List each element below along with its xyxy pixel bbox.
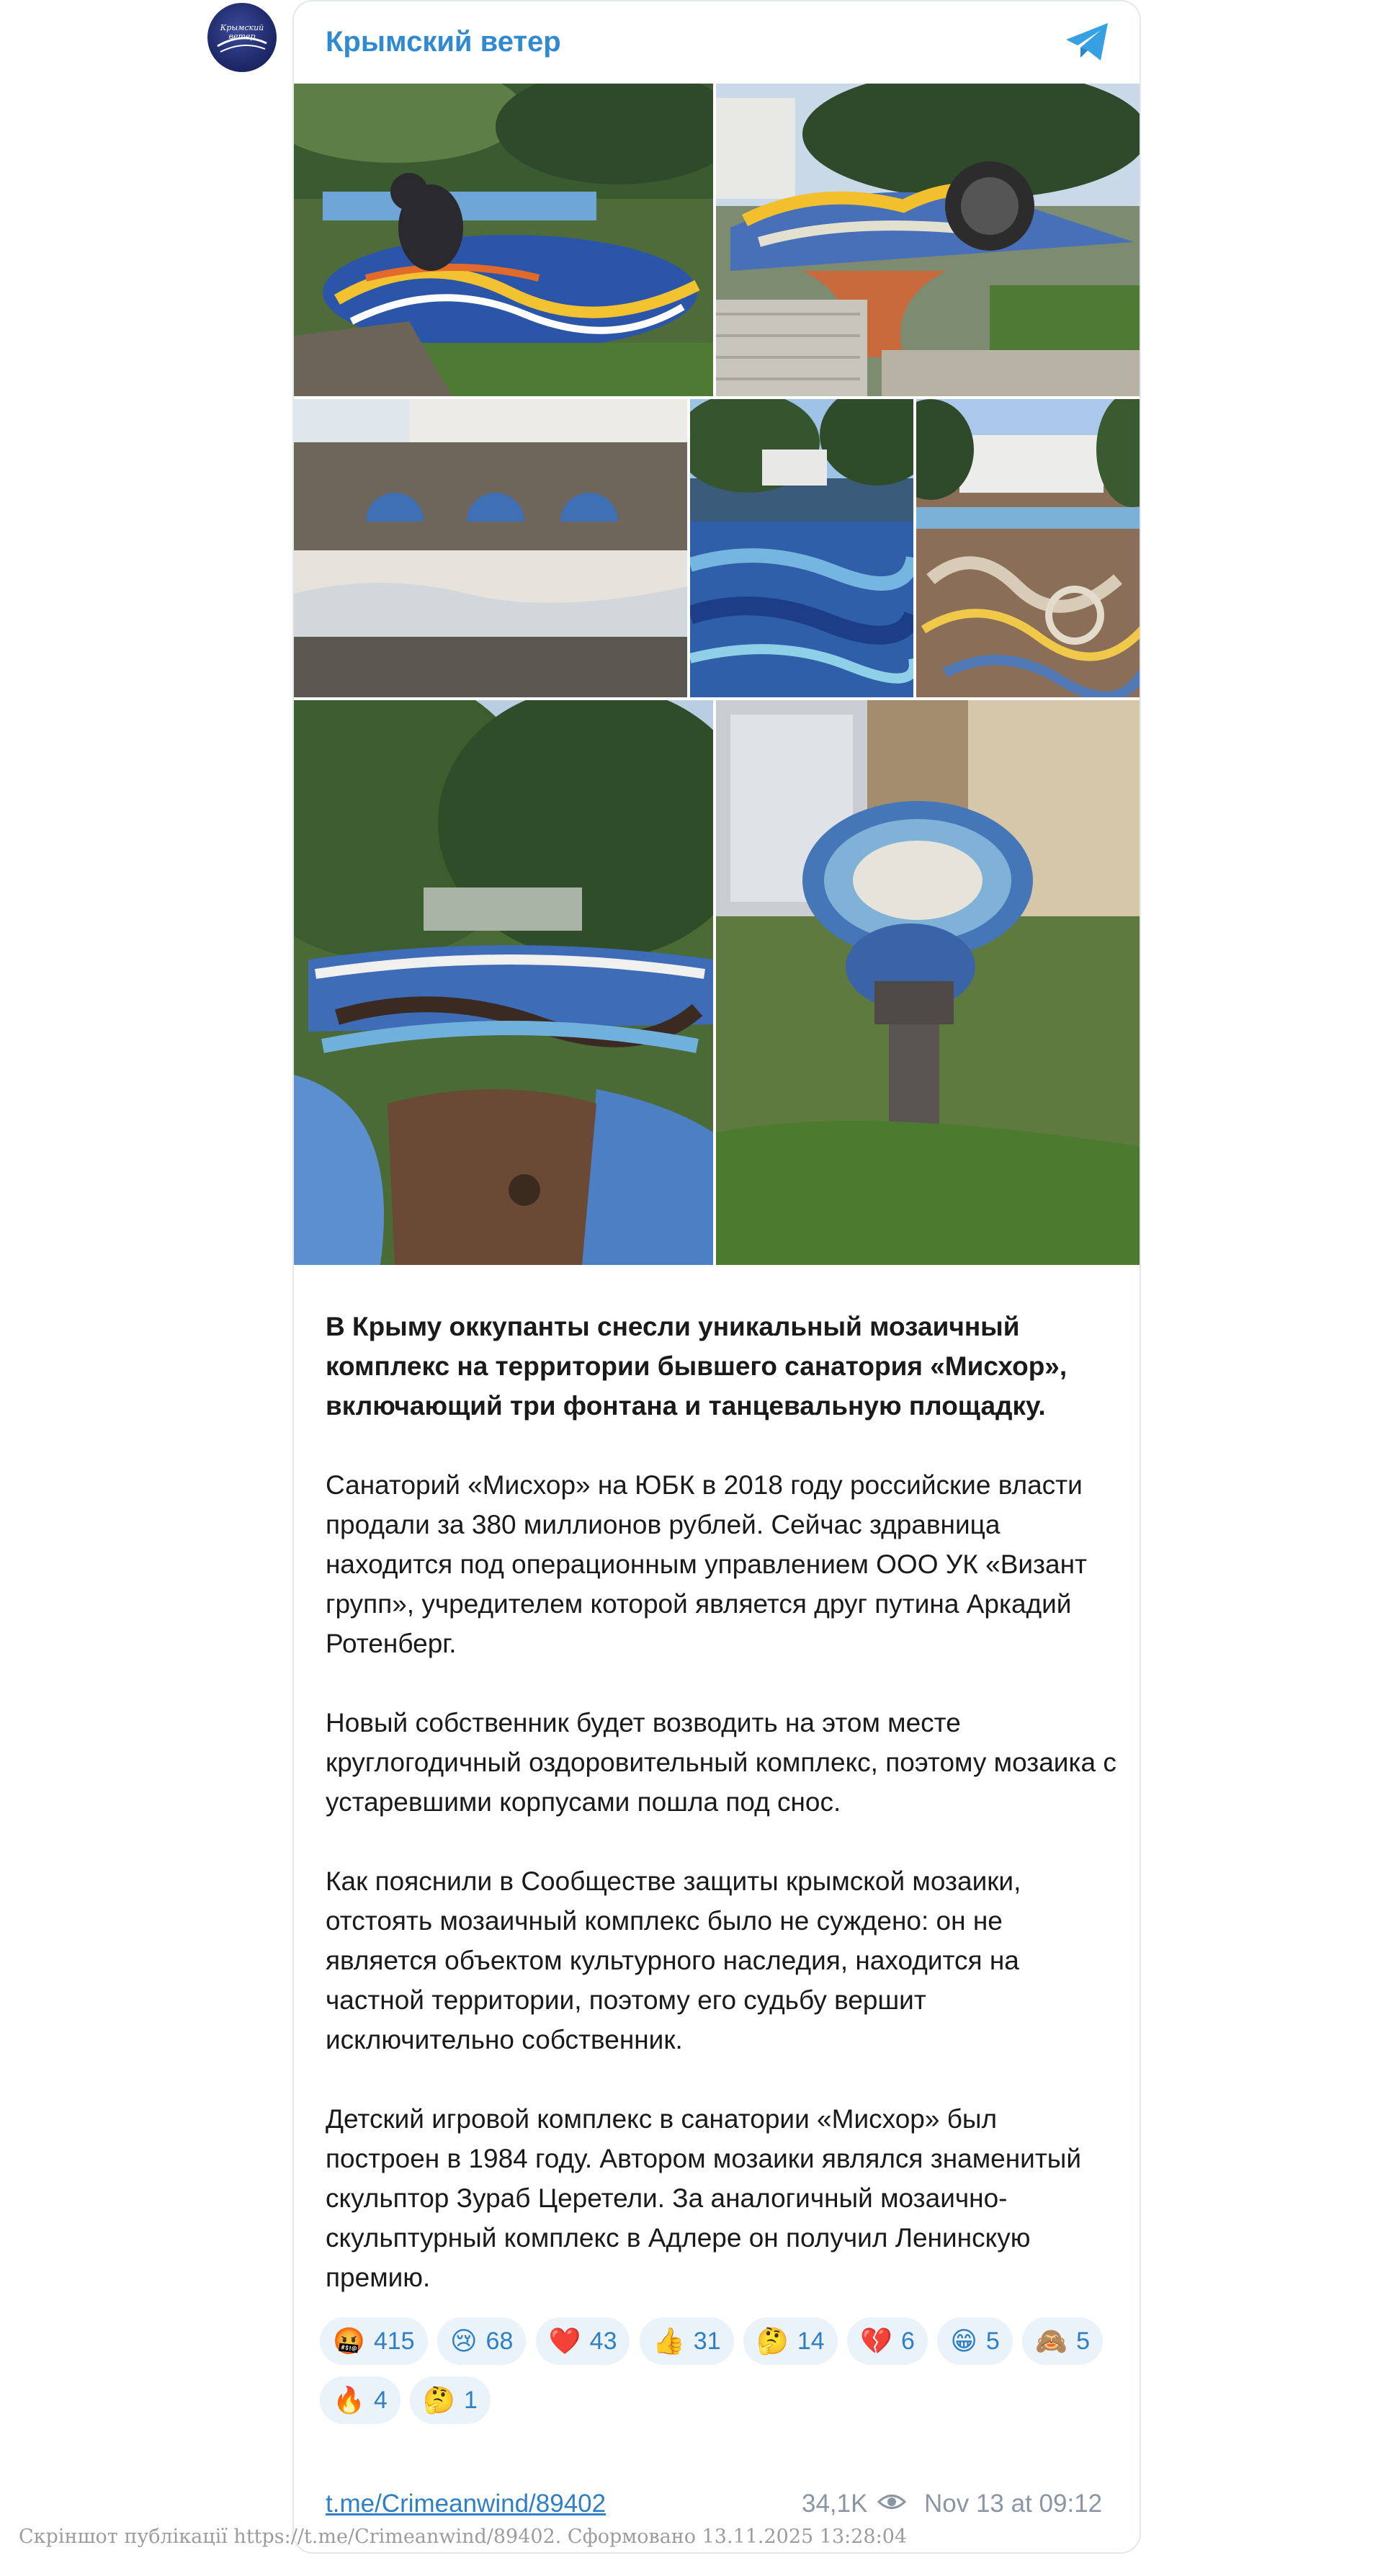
reaction-count: 6: [900, 2327, 915, 2355]
reaction-button[interactable]: [937, 2317, 1012, 2365]
reaction-count: 31: [693, 2327, 721, 2355]
reaction-emoji: 😢: [450, 2326, 478, 2356]
reaction-count: 4: [373, 2386, 388, 2414]
reaction-count: 43: [589, 2327, 617, 2355]
post-footer: [294, 2479, 1140, 2523]
reaction-emoji: 🙈: [1035, 2326, 1068, 2356]
reaction-emoji: 🤔: [756, 2326, 789, 2356]
reaction-count: 68: [485, 2327, 514, 2355]
wind-logo-icon: [207, 3, 277, 72]
reaction-count: 5: [1076, 2327, 1091, 2355]
reaction-button[interactable]: [320, 2376, 400, 2424]
reaction-emoji: 🤔: [423, 2385, 456, 2415]
reaction-count: 1: [464, 2386, 478, 2414]
channel-name[interactable]: Крымский ветер: [326, 26, 561, 58]
reaction-count: 415: [373, 2327, 415, 2355]
photo-mosaic-sculpture[interactable]: [294, 84, 713, 396]
photo-mosaic-pool-park[interactable]: [294, 700, 713, 1265]
post-link[interactable]: t.me/Crimeanwind/89402: [326, 2490, 607, 2518]
post-paragraph: Детский игровой комплекс в санатории «Мисхор» был построен в 1984 году. Автором мозаики являлся знаменитый скульптор Зураб Церетели. За аналогичный мозаично-скульптурный комплекс в Адлере он получил Ленинскую премию.: [326, 2104, 1082, 2292]
reaction-emoji: ❤️: [548, 2326, 581, 2356]
post-lead-paragraph: В Крыму оккупанты снесли уникальный мозаичный комплекс на территории бывшего санатория «Мисхор», включающий три фонтана и танцевальную площадку.: [326, 1312, 1068, 1421]
reaction-emoji: 💔: [860, 2326, 892, 2356]
reaction-button[interactable]: [320, 2317, 428, 2365]
reaction-button[interactable]: [847, 2317, 928, 2365]
reaction-button[interactable]: [410, 2376, 491, 2424]
reaction-button[interactable]: [743, 2317, 838, 2365]
post-date: Nov 13 at 09:12: [924, 2490, 1103, 2518]
avatar-text: Крымский ветер: [220, 23, 264, 41]
post-card: [292, 0, 1141, 2554]
post-paragraph: Как пояснили в Сообществе защиты крымской мозаики, отстоять мозаичный комплекс было не суждено: он не является объектом культурного наследия, находится на частной территории, поэтому его судьбу вершит исключительно собственник.: [326, 1866, 1021, 2054]
post-text: [326, 1307, 1118, 2337]
telegram-icon[interactable]: [1063, 20, 1112, 63]
reaction-emoji: 🔥: [333, 2385, 365, 2415]
reaction-button[interactable]: [437, 2317, 526, 2365]
reaction-count: 5: [985, 2327, 1000, 2355]
post-paragraph: Санаторий «Мисхор» на ЮБК в 2018 году российские власти продали за 380 миллионов рублей. Сейчас здравница находится под операционным управлением ООО УК «Визант групп», учредителем которой является друг путина Аркадий Ротенберг.: [326, 1470, 1087, 1658]
reaction-emoji: 👍: [652, 2326, 685, 2356]
reaction-button[interactable]: [640, 2317, 734, 2365]
reaction-count: 14: [797, 2327, 825, 2355]
screenshot-watermark: Скріншот публікації https://t.me/Crimeanwind/89402. Сформовано 13.11.2025 13:28:04: [19, 2526, 908, 2548]
photo-blue-mosaic-pool[interactable]: [690, 399, 913, 697]
eye-icon: [877, 2491, 906, 2513]
reaction-emoji: 😁: [950, 2326, 977, 2356]
channel-avatar[interactable]: [207, 3, 277, 72]
photo-mosaic-fountain[interactable]: [716, 84, 1141, 396]
photo-mosaic-wall[interactable]: [294, 399, 687, 697]
reaction-emoji: 🤬: [333, 2326, 365, 2356]
post-header: [294, 1, 1140, 85]
photo-swirl-mosaic-floor[interactable]: [916, 399, 1141, 697]
post-paragraph: Новый собственник будет возводить на этом месте круглогодичный оздоровительный комплекс, поэтому мозаика с устаревшими корпусами пошла под снос.: [326, 1708, 1116, 1817]
reaction-button[interactable]: [1022, 2317, 1103, 2365]
view-count: 34,1K: [802, 2490, 868, 2518]
reactions-bar: [320, 2317, 1119, 2436]
reaction-button[interactable]: [536, 2317, 630, 2365]
photo-mosaic-shell-sculpture[interactable]: [716, 700, 1141, 1265]
